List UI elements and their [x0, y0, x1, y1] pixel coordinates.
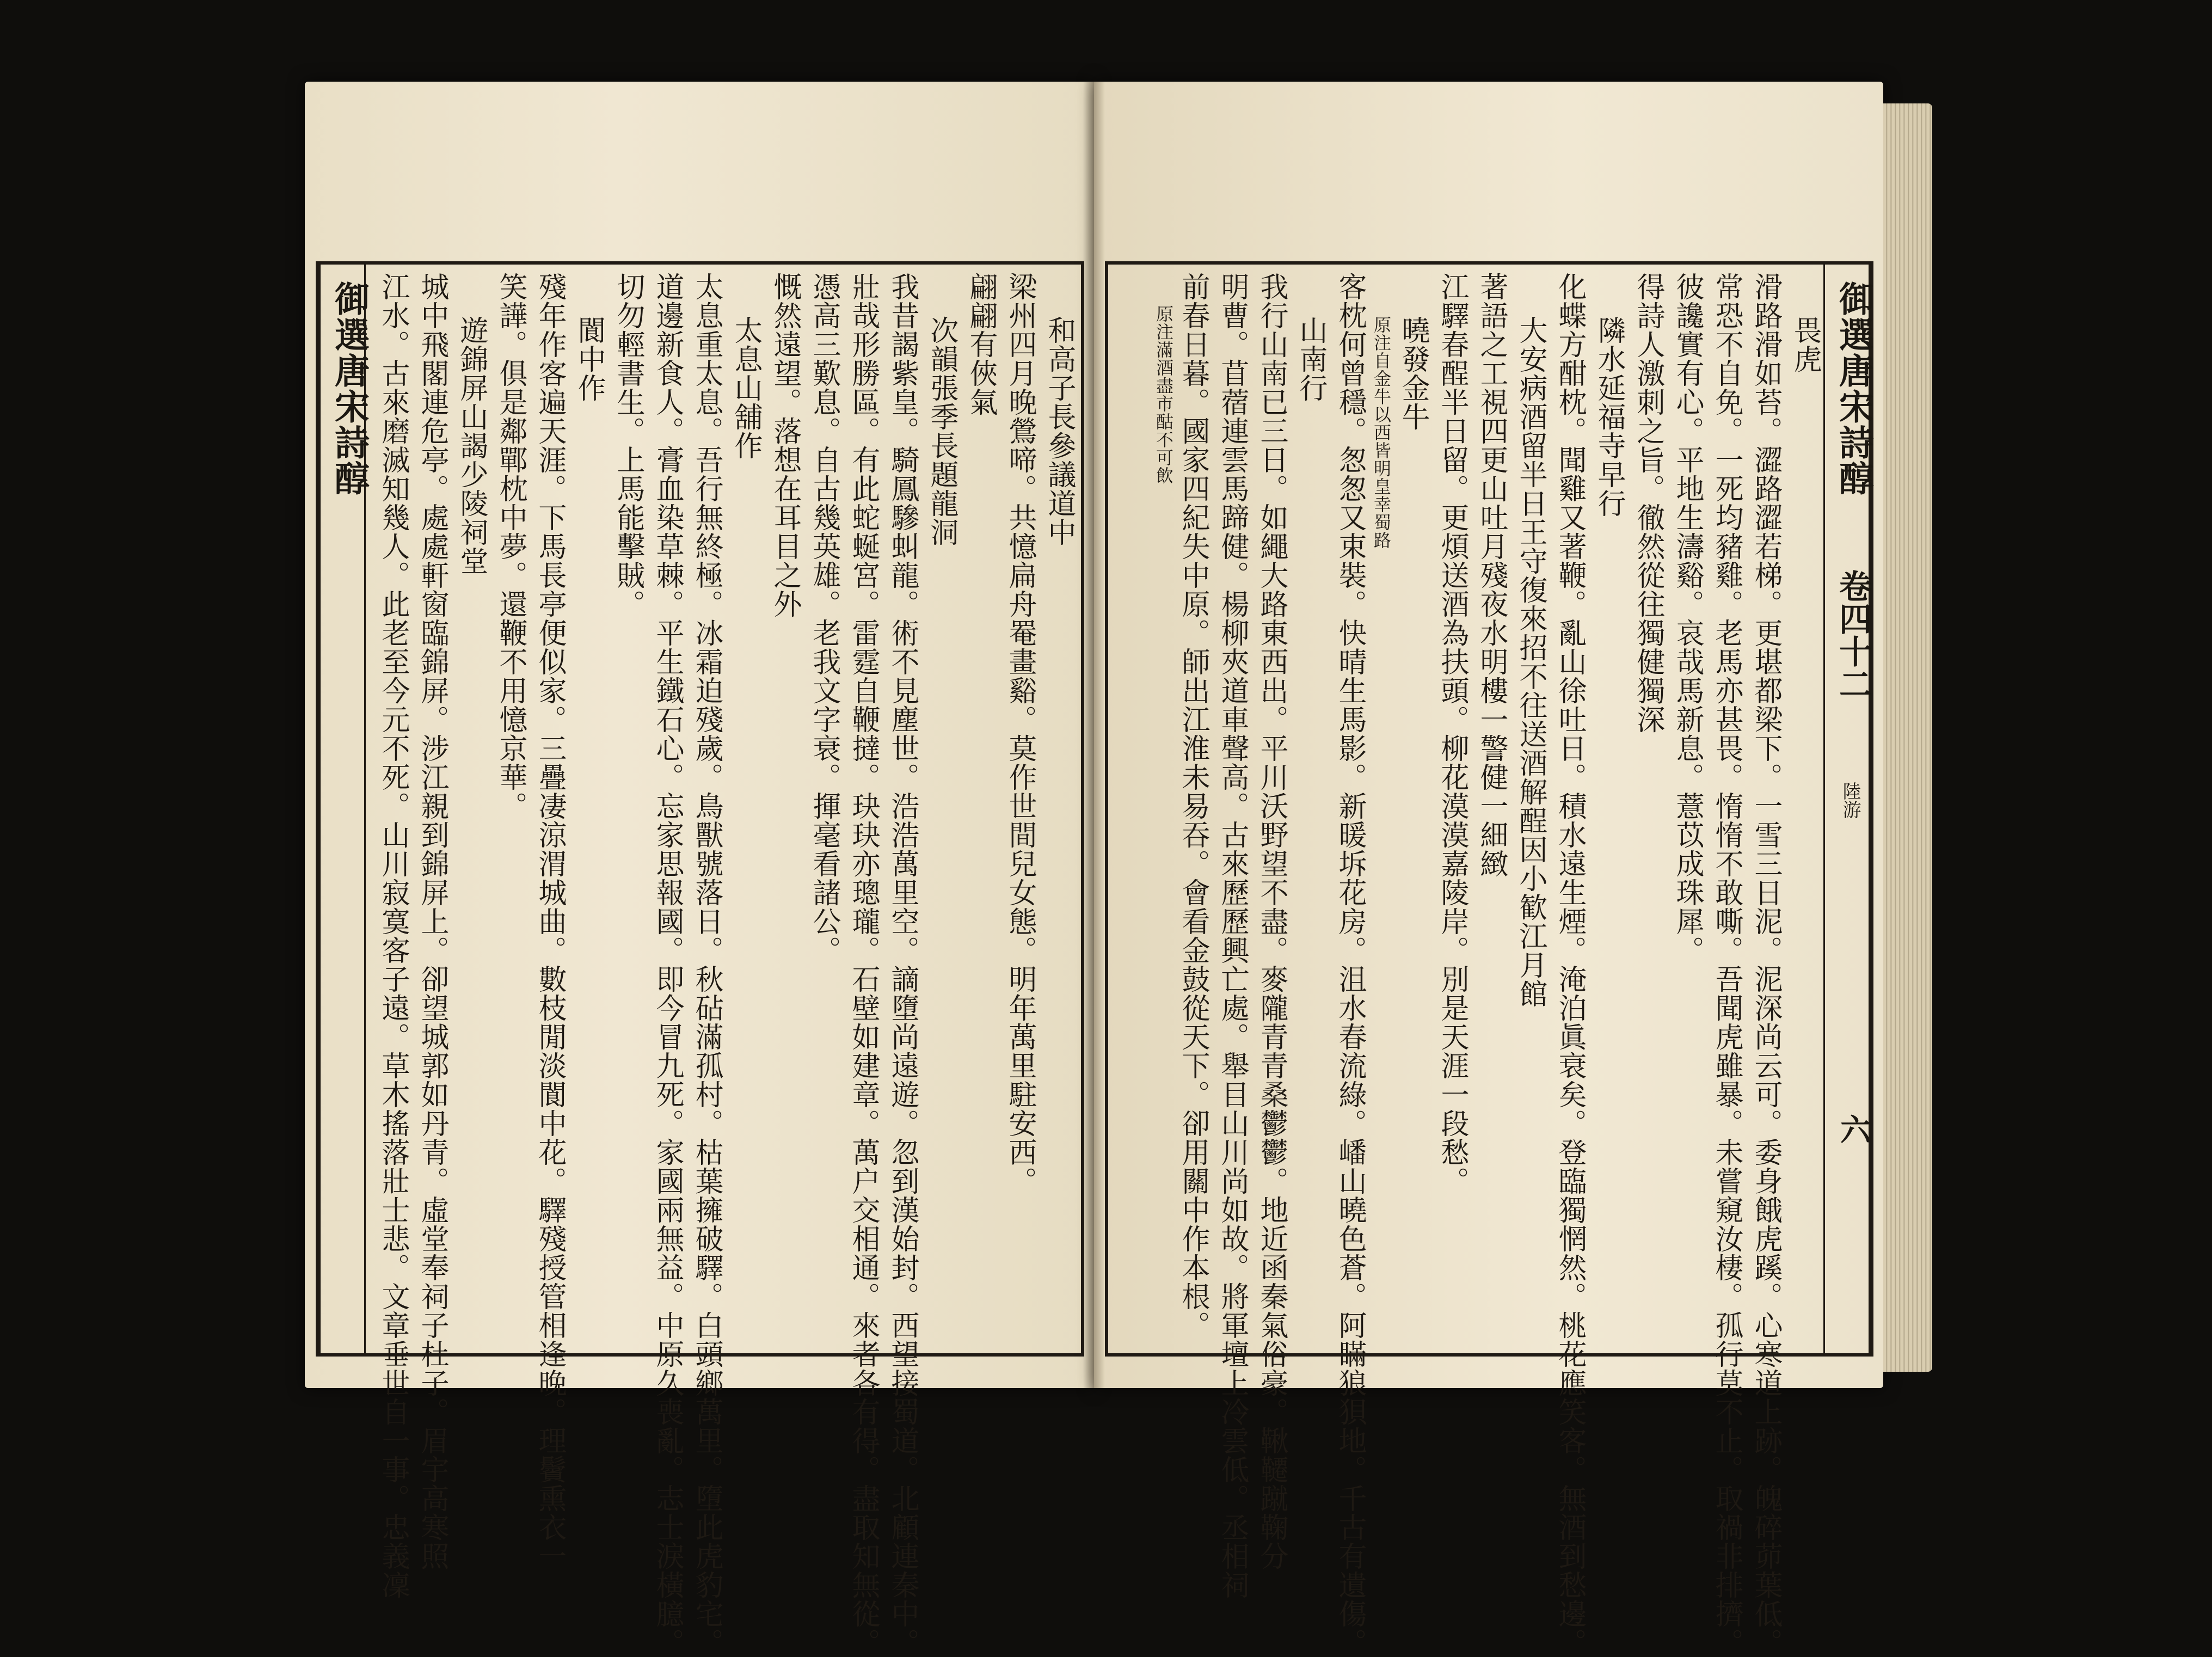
text-column: 滑路滑如苔。澀路澀若梯。更堪都梁下。一雪三日泥。泥深尚云可。委身餓虎蹊。心寒道上跡。魄碎茆葉低。 [1749, 272, 1782, 1657]
text-column: 我行山南已三日。如繩大路東西出。平川沃野望不盡。麥隴青青桑鬱鬱。地近函秦氣俗豪。鞦韆蹴鞠分 [1255, 272, 1288, 1570]
text-column: 彼讒實有心。平地生濤谿。哀哉馬新息。薏苡成珠犀。 [1671, 272, 1704, 965]
text-column: 常恐不自免。一死均豬雞。老馬亦甚畏。惰惰不敢嘶。吾聞虎雖暴。未嘗窺汝棲。孤行莫不止。取禍非排擠。 [1710, 272, 1743, 1657]
right-page-banner [1823, 265, 1874, 1353]
open-book [305, 82, 1938, 1657]
right-page-text [1114, 272, 1821, 1657]
text-column: 太息重太息。吾行無終極。冰霜迫殘歲。鳥獸號落日。秋砧滿孤村。枯葉擁破驛。白頭鄉萬里。墮此虎豹宅。 [690, 272, 723, 1657]
text-column: 江驛春酲半日留。更煩送酒為扶頭。柳花漠漠嘉陵岸。別是天涯一段愁。 [1436, 272, 1468, 1195]
left-page-text [368, 272, 1076, 1657]
right-page [1094, 82, 1883, 1657]
annotation-note: 原注自金牛以西皆明皇幸蜀路 [1371, 316, 1392, 549]
author-label: 陸游 [1839, 782, 1861, 819]
left-banner-title: 御選唐宋詩醇 [329, 281, 370, 496]
text-column: 切勿輕書生。上馬能擊賊。 [612, 272, 644, 618]
text-column: 次韻張季長題龍洞 [925, 316, 958, 547]
text-column: 山南行 [1294, 316, 1327, 402]
left-page-banner [319, 265, 370, 1353]
book-gutter [1083, 82, 1105, 1388]
right-banner-title: 御選唐宋詩醇 [1833, 281, 1874, 496]
text-column: 和高子長參議道中 [1043, 316, 1076, 547]
text-column: 梁州四月晚鶯啼。共憶扁舟罨畫谿。莫作世間兒女態。明年萬里駐安西。 [1004, 272, 1036, 1195]
text-column: 壯哉形勝區。有此蛇蜒宮。雷霆自鞭撻。玦玦亦璁瓏。石壁如建章。萬户交相通。來者各有得。盡取知無從。 [847, 272, 880, 1657]
text-column: 笑譁。俱是鄰鄲枕中夢。還鞭不用憶京華。 [494, 272, 527, 820]
text-column: 大安病酒留半日王守復來招不往送酒解酲因小歓江月館 [1514, 316, 1547, 1008]
text-column: 殘年作客遍天涯。下馬長亭便似家。三疊凄涼渭城曲。數枝閒淡閬中花。驛殘授管相逢晚。理鬢熏衣一 [533, 272, 566, 1570]
text-column: 江水。古來磨滅知幾人。此老至今元不死。山川寂寞客子遠。草木搖落壯士悲。文章垂世自一事。忠義凜 [377, 272, 409, 1599]
text-column: 太息山舖作 [729, 316, 762, 460]
right-page-frame [1105, 261, 1874, 1657]
text-column: 化蝶方酣枕。聞雞又著鞭。亂山徐吐日。積水遠生煙。淹泊眞衰矣。登臨獨惘然。桃花應笑客。無酒到愁邊。 [1553, 272, 1586, 1657]
text-column: 前春日暮。國家四紀失中原。師出江淮未易吞。會看金鼓從天下。卻用關中作本根。 [1177, 272, 1209, 1340]
left-page [305, 82, 1094, 1657]
text-column: 翩翩有俠氣 [964, 272, 997, 416]
text-column: 閬中作 [573, 316, 605, 402]
text-column: 著語之工視四更山吐月殘夜水明樓一警健一細緻 [1475, 272, 1508, 878]
text-column: 隣水延福寺早行 [1593, 316, 1625, 518]
text-column: 明曹。苜蓿連雲馬蹄健。楊柳夾道車聲高。古來歷歷興亡處。舉目山川尚如故。將軍壇上冷雲低。丞相祠 [1216, 272, 1249, 1599]
page-number: 六 [1835, 1114, 1871, 1144]
text-column: 道邊新食人。膏血染草棘。平生鐵石心。忘家思報國。即今冒九死。家國兩無益。中原久喪亂。志士淚橫臆。 [651, 272, 684, 1657]
annotation-note: 原注滿酒盡市酤不可飲 [1153, 305, 1174, 484]
text-column: 憑高三歎息。自古幾英雄。老我文字衰。揮毫看諸公。 [808, 272, 840, 965]
text-column: 畏虎 [1789, 316, 1821, 373]
text-column: 得詩人激刺之旨。徹然從往獨健獨深 [1632, 272, 1664, 734]
page-edges [1883, 103, 1932, 1372]
left-page-frame [316, 261, 1084, 1657]
volume-label: 卷四十二 [1834, 569, 1872, 700]
text-column: 曉發金牛 [1397, 316, 1429, 431]
text-column: 我昔謁紫皇。騎鳳驂虯龍。術不見塵世。浩浩萬里空。謫墮尚遠遊。忽到漢始封。西望接蜀道。北顧連秦中。 [886, 272, 919, 1657]
text-column: 客枕何曾穩。怱怱又束裝。快晴生馬影。新暖坼花房。沮水春流綠。嶓山曉色蒼。阿瞞狼狽地。千古有遺傷。 [1334, 272, 1366, 1657]
text-column: 慨然遠望。落想在耳目之外 [769, 272, 801, 618]
text-column: 遊錦屏山謁少陵祠堂 [455, 316, 488, 575]
text-column: 城中飛閣連危亭。處處軒窗臨錦屏。涉江親到錦屏上。卻望城郭如丹青。虛堂奉祠子杜子。眉宇高寒照 [416, 272, 448, 1570]
